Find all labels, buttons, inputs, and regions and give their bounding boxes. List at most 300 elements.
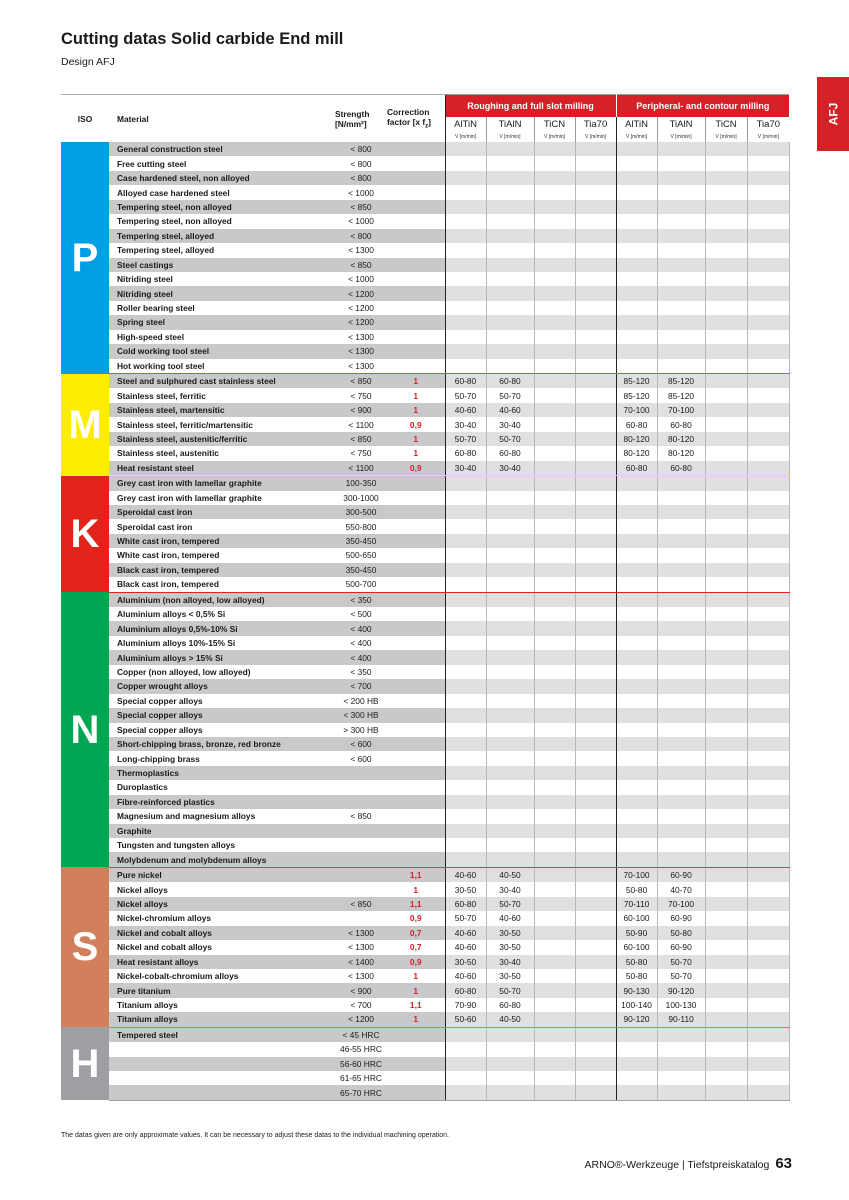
cutting-speed-cell [616,286,657,300]
cutting-speed-cell [534,577,575,592]
material-cell: Titanium alloys [117,1000,178,1011]
cutting-speed-cell [486,852,534,867]
unit-header: V [m/min] [747,132,789,142]
cutting-speed-cell [575,359,616,374]
correction-factor-cell: 1,1 [387,897,445,911]
cutting-speed-cell [705,374,747,389]
cutting-speed-cell [575,272,616,286]
table-row [61,344,789,358]
table-row [61,388,789,402]
cutting-speed-cell [445,824,486,838]
strength-cell: < 1300 [335,359,387,374]
cutting-speed-cell [705,200,747,214]
cutting-speed-cell [705,882,747,896]
correction-factor-cell: 1 [387,403,445,417]
cutting-speed-cell [486,838,534,852]
strength-cell [335,780,387,794]
footer-text: ARNO®-Werkzeuge | Tiefstpreiskatalog [584,1159,770,1171]
cutting-speed-cell [534,824,575,838]
table-row [61,229,789,243]
cutting-speed-cell [534,344,575,358]
table-row [61,607,789,621]
cutting-speed-cell: 60-90 [657,940,705,954]
cutting-speed-cell [616,548,657,562]
cutting-speed-cell: 30-40 [486,882,534,896]
cutting-speed-cell [445,229,486,243]
correction-factor-cell [387,577,445,592]
cutting-speed-cell [705,1042,747,1056]
cutting-speed-cell [616,679,657,693]
cutting-speed-cell: 30-50 [486,940,534,954]
cutting-speed-cell [575,1012,616,1027]
cutting-speed-cell [445,592,486,607]
cutting-speed-cell [534,780,575,794]
cutting-speed-cell [747,723,789,737]
strength-cell: < 1300 [348,942,374,953]
strength-cell [335,838,387,852]
material-cell: Heat resistant alloys [109,955,335,969]
strength-cell: < 800 [335,142,387,156]
cutting-speed-cell: 60-80 [486,998,534,1012]
correction-factor-cell: 0,7 [409,942,422,953]
table-row [61,926,789,940]
cutting-speed-cell [486,824,534,838]
cutting-speed-cell [747,998,789,1012]
cutting-speed-cell [657,636,705,650]
strength-cell: 61-65 HRC [340,1073,382,1084]
cutting-speed-cell [575,258,616,272]
cutting-speed-cell [575,940,616,954]
cutting-speed-cell [486,548,534,562]
cutting-speed-cell [616,563,657,577]
cutting-speed-cell [747,156,789,170]
correction-factor-cell [387,200,445,214]
material-cell: Stainless steel, ferritic/martensitic [117,419,253,430]
strength-cell: < 350 [335,592,387,607]
correction-factor-cell [387,1071,445,1085]
cutting-speed-cell [747,476,789,491]
cutting-speed-cell [575,650,616,664]
cutting-speed-cell [534,592,575,607]
coating-header: Tia70 [747,117,789,132]
correction-factor-cell [387,636,445,650]
cutting-speed-cell [657,852,705,867]
correction-header-unit: factor [x $f_z$] [387,117,431,130]
cutting-speed-cell [747,432,789,446]
strength-cell: 65-70 HRC [335,1085,387,1100]
cutting-speed-cell [705,1071,747,1085]
correction-factor-cell [387,272,445,286]
table-row [61,491,789,505]
cutting-speed-cell [657,330,705,344]
cutting-speed-cell [534,200,575,214]
cutting-speed-cell [445,694,486,708]
material-cell: Free cutting steel [117,158,187,169]
cutting-speed-cell [747,272,789,286]
table-row [61,200,789,214]
strength-cell: < 1000 [348,274,374,285]
cutting-speed-cell [616,592,657,607]
strength-cell: 300-1000 [343,492,379,503]
material-cell: Special copper alloys [117,724,203,735]
material-cell: Special copper alloys [117,695,203,706]
strength-cell: < 900 [335,403,387,417]
cutting-speed-cell [705,359,747,374]
cutting-speed-cell [747,969,789,983]
cutting-speed-cell [486,636,534,650]
cutting-speed-cell [747,229,789,243]
strength-cell: < 1300 [335,344,387,358]
cutting-speed-cell [575,926,616,940]
correction-factor-cell [387,344,445,358]
cutting-speed-cell [747,983,789,997]
strength-cell: < 900 [335,983,387,997]
cutting-speed-cell: 90-120 [616,1012,657,1027]
table-row [61,272,789,286]
cutting-speed-cell [616,301,657,315]
material-cell: Hot working tool steel [109,359,335,374]
material-cell: Fibre-reinforced plastics [109,795,335,809]
material-cell [109,1085,335,1100]
cutting-speed-cell [575,156,616,170]
cutting-speed-cell [575,505,616,519]
cutting-speed-cell [534,1027,575,1042]
material-cell: Grey cast iron with lamellar graphite [109,476,335,491]
cutting-speed-cell [747,330,789,344]
cutting-speed-cell [705,1012,747,1027]
cutting-speed-cell [534,911,575,925]
cutting-speed-cell [747,171,789,185]
cutting-speed-cell [534,708,575,722]
cutting-speed-cell [657,650,705,664]
cutting-speed-cell [486,751,534,765]
cutting-speed-cell [657,679,705,693]
cutting-speed-cell [575,1027,616,1042]
cutting-speed-cell [705,636,747,650]
cutting-speed-cell [747,1071,789,1085]
correction-factor-cell [387,795,445,809]
cutting-speed-cell [747,301,789,315]
iso-group-label: M [61,374,109,476]
cutting-speed-cell [575,852,616,867]
cutting-speed-cell [486,737,534,751]
cutting-speed-cell [616,737,657,751]
correction-factor-cell [387,519,445,533]
correction-factor-cell [387,592,445,607]
cutting-speed-cell [705,607,747,621]
table-row [61,432,789,446]
cutting-speed-cell [445,505,486,519]
cutting-speed-cell [486,519,534,533]
cutting-speed-cell [486,142,534,156]
strength-cell: < 1400 [335,955,387,969]
cutting-speed-cell [534,534,575,548]
cutting-speed-cell [616,694,657,708]
cutting-speed-cell: 40-60 [445,867,486,882]
correction-factor-cell [387,607,445,621]
table-row [61,1012,789,1027]
material-cell: Aluminium alloys < 0,5% Si [117,609,226,620]
cutting-speed-cell [616,171,657,185]
table-row [61,1085,789,1100]
strength-header-unit: [N/mm²] [335,118,367,129]
cutting-speed-cell [575,694,616,708]
cutting-speed-cell [534,737,575,751]
correction-factor-cell [387,1057,445,1071]
cutting-speed-cell [747,867,789,882]
cutting-speed-cell [445,563,486,577]
cutting-speed-cell [616,838,657,852]
cutting-speed-cell [575,301,616,315]
cutting-speed-cell: 50-80 [616,955,657,969]
correction-factor-cell: 0,7 [387,926,445,940]
strength-cell: < 1200 [335,315,387,329]
cutting-speed-cell [747,607,789,621]
cutting-speed-cell [705,809,747,823]
correction-factor-cell: 1 [413,884,419,895]
cutting-speed-cell [575,446,616,460]
correction-factor-cell: 1,1 [387,867,445,882]
material-cell: Aluminium alloys > 15% Si [109,650,335,664]
table-row [61,969,789,983]
cutting-speed-cell [486,258,534,272]
cutting-speed-cell [705,446,747,460]
material-cell: Alloyed case hardened steel [117,187,230,198]
cutting-speed-cell [445,344,486,358]
cutting-speed-cell [657,1057,705,1071]
cutting-speed-cell: 60-80 [445,374,486,389]
cutting-speed-cell [747,694,789,708]
correction-factor-cell [387,229,445,243]
cutting-speed-cell [705,824,747,838]
cutting-speed-cell [534,969,575,983]
correction-factor-cell [387,737,445,751]
table-row [61,911,789,925]
cutting-speed-cell [747,258,789,272]
cutting-speed-cell [747,563,789,577]
cutting-speed-cell [486,1027,534,1042]
cutting-speed-cell [616,534,657,548]
table-row [61,374,789,389]
cutting-speed-cell: 80-120 [616,432,657,446]
cutting-speed-cell [747,940,789,954]
correction-factor-cell: 0,9 [387,461,445,476]
cutting-speed-cell [616,1042,657,1056]
strength-cell: < 1300 [348,245,374,256]
iso-group-label: P [61,142,109,374]
cutting-speed-cell [534,983,575,997]
cutting-speed-cell [705,838,747,852]
cutting-speed-cell [705,171,747,185]
material-cell: Pure titanium [109,983,335,997]
strength-cell: < 1000 [348,187,374,198]
table-row [61,243,789,257]
cutting-speed-cell [534,476,575,491]
cutting-speed-cell: 40-60 [486,403,534,417]
cutting-speed-cell [747,417,789,431]
cutting-speed-cell [575,388,616,402]
cutting-speed-cell: 40-60 [445,403,486,417]
cutting-speed-cell [657,359,705,374]
cutting-speed-cell [747,1057,789,1071]
cutting-speed-cell [575,229,616,243]
table-row [61,417,789,431]
cutting-speed-cell [486,476,534,491]
table-row [61,461,789,476]
material-cell: Stainless steel, martensitic [109,403,335,417]
cutting-speed-cell: 85-120 [657,388,705,402]
correction-factor-cell [387,751,445,765]
cutting-speed-cell [486,577,534,592]
cutting-speed-cell [616,621,657,635]
material-cell [109,1071,335,1085]
table-row [61,665,789,679]
material-cell: Steel and sulphured cast stainless steel [109,374,335,389]
material-cell: Heat resistant steel [109,461,335,476]
cutting-speed-cell [705,1057,747,1071]
correction-factor-cell [387,243,445,257]
cutting-speed-cell [616,723,657,737]
cutting-speed-cell [705,214,747,228]
cutting-speed-cell [534,867,575,882]
strength-cell: < 1000 [348,216,374,227]
material-cell: Thermoplastics [109,766,335,780]
material-cell: Speroidal cast iron [117,521,193,532]
cutting-speed-cell [705,388,747,402]
cutting-speed-cell: 60-80 [445,446,486,460]
cutting-speed-cell [705,476,747,491]
cutting-speed-cell [705,955,747,969]
cutting-speed-cell [616,142,657,156]
cutting-speed-cell [657,505,705,519]
cutting-speed-cell: 50-70 [445,911,486,925]
cutting-speed-cell: 50-70 [486,388,534,402]
cutting-speed-cell [445,650,486,664]
cutting-speed-cell [534,272,575,286]
correction-factor-cell [387,476,445,491]
material-cell: Roller bearing steel [117,303,195,314]
cutting-speed-cell [747,955,789,969]
strength-cell: 46-55 HRC [340,1044,382,1055]
strength-cell: < 850 [335,374,387,389]
cutting-speed-cell [534,636,575,650]
strength-cell: < 800 [350,158,372,169]
cutting-speed-cell [616,665,657,679]
cutting-speed-cell [657,1027,705,1042]
cutting-speed-cell [486,156,534,170]
correction-factor-cell [387,505,445,519]
cutting-speed-cell: 30-40 [445,461,486,476]
iso-header: ISO [61,95,109,143]
table-row [61,1057,789,1071]
cutting-speed-cell [705,926,747,940]
cutting-speed-cell [657,1071,705,1085]
cutting-speed-cell [534,607,575,621]
correction-factor-cell [387,156,445,170]
strength-cell: 56-60 HRC [335,1057,387,1071]
table-row [61,650,789,664]
correction-factor-cell [387,258,445,272]
cutting-speed-cell [705,461,747,476]
cutting-speed-cell [657,243,705,257]
correction-factor-cell: 1 [387,1012,445,1027]
table-row [61,577,789,592]
correction-factor-cell [387,838,445,852]
material-cell: Aluminium alloys 0,5%-10% Si [109,621,335,635]
cutting-speed-cell [486,780,534,794]
cutting-speed-cell [534,403,575,417]
material-cell: Stainless steel, ferritic [117,390,206,401]
correction-factor-cell [387,214,445,228]
cutting-speed-cell [575,882,616,896]
table-row [61,315,789,329]
footnote: The datas given are only approximate values. It can be necessary to adjust these datas to the individual machining operation. [61,1132,449,1139]
table-row [61,882,789,896]
cutting-speed-cell [575,983,616,997]
cutting-speed-cell [616,200,657,214]
cutting-speed-cell [445,751,486,765]
cutting-speed-cell [705,1085,747,1100]
table-row [61,824,789,838]
cutting-speed-cell [705,432,747,446]
cutting-speed-cell [575,737,616,751]
cutting-speed-cell [705,519,747,533]
cutting-speed-cell [705,592,747,607]
coating-header: TiCN [534,117,575,132]
cutting-speed-cell [534,185,575,199]
strength-cell: 350-450 [335,534,387,548]
cutting-speed-cell [747,461,789,476]
cutting-speed-cell [747,751,789,765]
cutting-speed-cell [445,200,486,214]
cutting-speed-cell [657,286,705,300]
cutting-speed-cell [575,723,616,737]
cutting-speed-cell [747,446,789,460]
material-cell: Tempered steel [109,1027,335,1042]
cutting-speed-cell [657,171,705,185]
cutting-speed-cell: 70-110 [616,897,657,911]
cutting-speed-cell [616,476,657,491]
cutting-speed-cell [534,955,575,969]
cutting-speed-cell [616,359,657,374]
table-row [61,548,789,562]
cutting-speed-cell [747,200,789,214]
strength-cell: < 700 [335,679,387,693]
cutting-speed-cell: 90-110 [657,1012,705,1027]
cutting-speed-cell [575,809,616,823]
cutting-speed-cell [445,737,486,751]
cutting-speed-cell [747,708,789,722]
table-row [61,694,789,708]
correction-factor-cell [387,563,445,577]
cutting-speed-cell [534,171,575,185]
cutting-speed-cell [445,286,486,300]
cutting-speed-cell [534,940,575,954]
cutting-speed-cell: 30-40 [486,417,534,431]
cutting-speed-cell: 40-50 [486,1012,534,1027]
cutting-speed-cell [747,780,789,794]
cutting-speed-cell [575,344,616,358]
correction-factor-cell [387,330,445,344]
table-row [61,330,789,344]
cutting-speed-cell [705,911,747,925]
strength-cell: > 300 HB [343,724,379,735]
material-cell: Tempering steel, alloyed [117,245,215,256]
correction-factor-cell [387,1085,445,1100]
material-cell: Nitriding steel [109,286,335,300]
cutting-speed-cell [657,607,705,621]
cutting-speed-cell [575,824,616,838]
